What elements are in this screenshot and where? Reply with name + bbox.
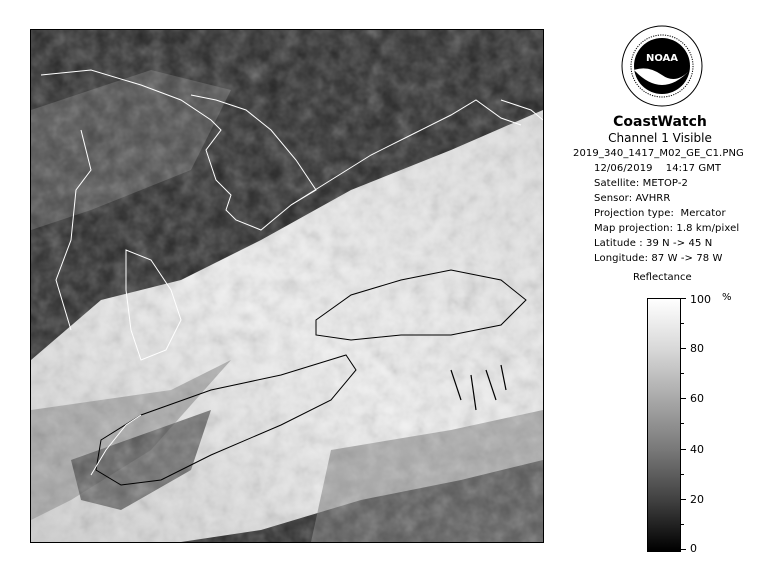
projection-type: Projection type: Mercator [594, 208, 726, 219]
colorbar-tick [680, 398, 686, 399]
colorbar-label-60: 60 [690, 392, 704, 405]
colorbar-unit: % [722, 292, 732, 303]
colorbar-label-80: 80 [690, 342, 704, 355]
colorbar-tick [680, 549, 686, 550]
brand-title: CoastWatch [613, 114, 707, 130]
sensor: Sensor: AVHRR [594, 193, 671, 204]
longitude-range: Longitude: 87 W -> 78 W [594, 253, 723, 264]
colorbar-tick [680, 373, 684, 374]
channel-title: Channel 1 Visible [608, 131, 712, 145]
map-canvas [31, 30, 543, 542]
cloud-texture [31, 30, 543, 542]
satellite: Satellite: METOP-2 [594, 178, 689, 189]
datetime: 12/06/2019 14:17 GMT [594, 163, 722, 174]
colorbar-tick [680, 298, 686, 299]
colorbar-tick [680, 524, 684, 525]
satellite-image [30, 29, 544, 543]
colorbar-label-0: 0 [690, 542, 697, 555]
logo-text: NOAA [645, 53, 679, 64]
colorbar-label-40: 40 [690, 443, 704, 456]
latitude-range: Latitude : 39 N -> 45 N [594, 238, 713, 249]
colorbar-tick [680, 474, 684, 475]
colorbar-tick [680, 449, 686, 450]
reflectance-colorbar [647, 298, 681, 552]
colorbar-tick [680, 499, 686, 500]
colorbar-tick [680, 348, 686, 349]
colorbar-tick [680, 323, 684, 324]
noaa-logo-icon [621, 25, 703, 107]
colorbar-label-20: 20 [690, 493, 704, 506]
colorbar-title: Reflectance [633, 272, 692, 283]
colorbar-tick [680, 423, 684, 424]
colorbar-label-100: 100 [690, 293, 711, 306]
filename: 2019_340_1417_M02_GE_C1.PNG [573, 148, 744, 159]
map-projection: Map projection: 1.8 km/pixel [594, 223, 740, 234]
